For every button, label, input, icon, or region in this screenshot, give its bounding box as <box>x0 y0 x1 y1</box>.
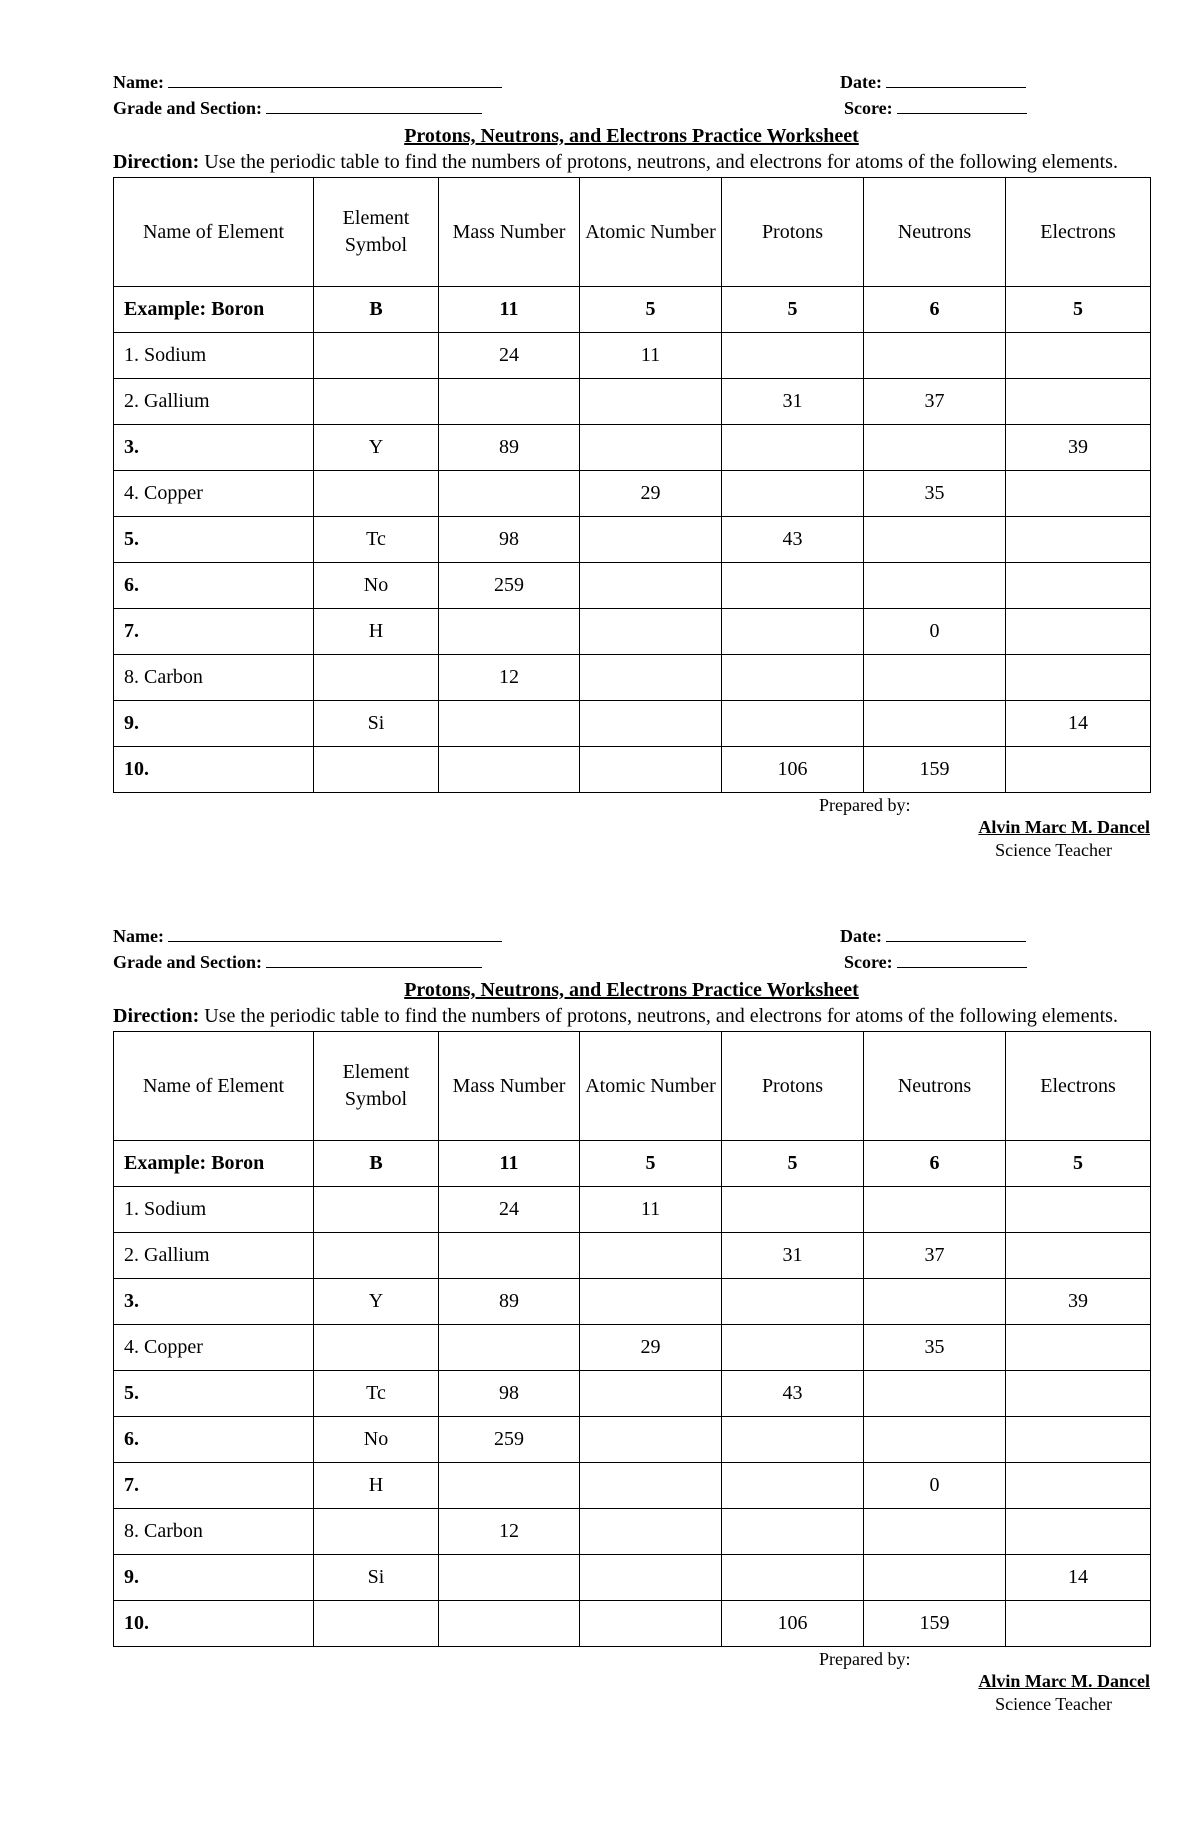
table-cell[interactable] <box>1006 655 1151 701</box>
table-cell[interactable] <box>439 1325 580 1371</box>
date-label: Date: <box>840 72 882 92</box>
table-row <box>114 1187 1151 1233</box>
table-cell[interactable] <box>580 1463 722 1509</box>
table-cell: 6. <box>114 563 314 609</box>
table-cell: 2. Gallium <box>114 379 314 425</box>
teacher-role: Science Teacher <box>995 1694 1112 1714</box>
table-cell: Tc <box>314 517 439 563</box>
column-header: Atomic Number <box>580 1032 722 1141</box>
table-cell[interactable] <box>580 1555 722 1601</box>
date-field[interactable] <box>886 927 1026 942</box>
table-cell[interactable] <box>722 563 864 609</box>
table-cell[interactable] <box>1006 1601 1151 1647</box>
table-cell: 12 <box>439 655 580 701</box>
table-cell: Si <box>314 1555 439 1601</box>
table-row <box>114 609 1151 655</box>
table-row <box>114 1601 1151 1647</box>
table-cell: 24 <box>439 1187 580 1233</box>
table-cell[interactable] <box>314 333 439 379</box>
table-cell: 2. Gallium <box>114 1233 314 1279</box>
name-label: Name: <box>113 72 164 92</box>
table-cell[interactable] <box>1006 517 1151 563</box>
table-row <box>114 517 1151 563</box>
table-cell[interactable] <box>1006 1233 1151 1279</box>
table-cell[interactable] <box>580 655 722 701</box>
prepared-by-block <box>113 793 1150 863</box>
table-cell[interactable] <box>722 471 864 517</box>
table-cell[interactable] <box>864 1371 1006 1417</box>
table-row <box>114 1233 1151 1279</box>
score-field[interactable] <box>897 953 1027 968</box>
prepared-by-label: Prepared by: <box>819 1649 911 1669</box>
table-row <box>114 333 1151 379</box>
table-row <box>114 1463 1151 1509</box>
table-cell[interactable] <box>439 701 580 747</box>
table-cell[interactable] <box>1006 1463 1151 1509</box>
table-cell[interactable] <box>864 1417 1006 1463</box>
table-cell: 3. <box>114 1279 314 1325</box>
table-cell[interactable] <box>864 425 1006 471</box>
table-cell: 29 <box>580 471 722 517</box>
table-cell: 8. Carbon <box>114 655 314 701</box>
table-cell: 31 <box>722 379 864 425</box>
table-cell[interactable] <box>580 701 722 747</box>
prepared-by-label: Prepared by: <box>819 795 911 815</box>
table-cell: 5. <box>114 1371 314 1417</box>
table-cell: 3. <box>114 425 314 471</box>
teacher-name: Alvin Marc M. Dancel <box>978 1671 1150 1691</box>
table-cell: 10. <box>114 747 314 793</box>
column-header: Element Symbol <box>314 1032 439 1141</box>
table-cell: 35 <box>864 471 1006 517</box>
table-row <box>114 655 1151 701</box>
table-cell[interactable] <box>864 517 1006 563</box>
table-cell: 11 <box>439 1141 580 1187</box>
table-cell: 9. <box>114 701 314 747</box>
table-cell: 8. Carbon <box>114 1509 314 1555</box>
column-header: Electrons <box>1006 178 1151 287</box>
table-cell[interactable] <box>722 701 864 747</box>
table-cell: No <box>314 1417 439 1463</box>
table-cell[interactable] <box>439 1555 580 1601</box>
table-cell: 11 <box>580 333 722 379</box>
table-cell: 159 <box>864 1601 1006 1647</box>
table-cell: 98 <box>439 517 580 563</box>
table-cell: 9. <box>114 1555 314 1601</box>
date-field[interactable] <box>886 73 1026 88</box>
table-cell: 5 <box>722 1141 864 1187</box>
table-cell: 6. <box>114 1417 314 1463</box>
table-cell: 31 <box>722 1233 864 1279</box>
direction-label: Direction: <box>113 151 200 173</box>
table-cell[interactable] <box>1006 1371 1151 1417</box>
table-cell: B <box>314 287 439 333</box>
table-cell: Y <box>314 425 439 471</box>
table-cell[interactable] <box>722 425 864 471</box>
elements-table <box>113 177 1151 793</box>
table-row <box>114 1555 1151 1601</box>
table-cell: 43 <box>722 517 864 563</box>
column-header: Name of Element <box>114 1032 314 1141</box>
table-cell: 43 <box>722 1371 864 1417</box>
table-cell[interactable] <box>314 379 439 425</box>
example-row <box>114 1141 1151 1187</box>
table-cell: 5 <box>580 1141 722 1187</box>
direction-label: Direction: <box>113 1005 200 1027</box>
table-cell: 259 <box>439 563 580 609</box>
direction <box>113 149 1150 176</box>
worksheet-title: Protons, Neutrons, and Electrons Practice Worksheet <box>404 125 859 147</box>
table-cell[interactable] <box>439 609 580 655</box>
table-row <box>114 1509 1151 1555</box>
table-row <box>114 1279 1151 1325</box>
table-cell[interactable] <box>439 1601 580 1647</box>
table-cell: 37 <box>864 1233 1006 1279</box>
table-cell: 11 <box>580 1187 722 1233</box>
table-cell: 5 <box>1006 287 1151 333</box>
table-cell[interactable] <box>864 701 1006 747</box>
table-cell: 1. Sodium <box>114 1187 314 1233</box>
worksheet-header <box>113 70 1150 122</box>
table-cell[interactable] <box>722 1325 864 1371</box>
column-header: Neutrons <box>864 178 1006 287</box>
table-cell[interactable] <box>314 1187 439 1233</box>
table-cell[interactable] <box>1006 1509 1151 1555</box>
table-cell: H <box>314 1463 439 1509</box>
worksheet-header <box>113 924 1150 976</box>
table-cell: No <box>314 563 439 609</box>
table-cell[interactable] <box>439 747 580 793</box>
table-cell: 37 <box>864 379 1006 425</box>
table-cell: 39 <box>1006 1279 1151 1325</box>
table-cell: 11 <box>439 287 580 333</box>
table-cell[interactable] <box>314 471 439 517</box>
direction-text: Use the periodic table to find the numbers of protons, neutrons, and electrons for atoms of the following elements. <box>204 151 1118 173</box>
table-cell: 6 <box>864 287 1006 333</box>
table-row <box>114 747 1151 793</box>
column-header: Name of Element <box>114 178 314 287</box>
table-cell: Y <box>314 1279 439 1325</box>
table-cell: 106 <box>722 747 864 793</box>
table-cell[interactable] <box>864 1187 1006 1233</box>
worksheet-1 <box>113 70 1150 863</box>
table-row <box>114 563 1151 609</box>
direction-text: Use the periodic table to find the numbers of protons, neutrons, and electrons for atoms of the following elements. <box>204 1005 1118 1027</box>
direction <box>113 1003 1150 1030</box>
table-cell: 35 <box>864 1325 1006 1371</box>
table-cell[interactable] <box>580 1509 722 1555</box>
table-cell: Si <box>314 701 439 747</box>
name-field[interactable] <box>168 73 502 88</box>
table-cell[interactable] <box>864 563 1006 609</box>
table-cell: 5. <box>114 517 314 563</box>
table-cell[interactable] <box>580 517 722 563</box>
table-cell[interactable] <box>580 563 722 609</box>
table-cell[interactable] <box>722 609 864 655</box>
table-cell: 0 <box>864 609 1006 655</box>
table-cell[interactable] <box>864 1279 1006 1325</box>
table-cell[interactable] <box>1006 609 1151 655</box>
table-cell[interactable] <box>580 1417 722 1463</box>
worksheet-title: Protons, Neutrons, and Electrons Practice Worksheet <box>404 979 859 1001</box>
table-cell: 7. <box>114 609 314 655</box>
table-cell: 29 <box>580 1325 722 1371</box>
table-cell: 0 <box>864 1463 1006 1509</box>
table-cell[interactable] <box>722 655 864 701</box>
table-cell[interactable] <box>722 1555 864 1601</box>
table-cell: 106 <box>722 1601 864 1647</box>
table-cell: 98 <box>439 1371 580 1417</box>
table-cell[interactable] <box>314 655 439 701</box>
table-cell[interactable] <box>580 609 722 655</box>
grade-section-label: Grade and Section: <box>113 952 263 972</box>
elements-table <box>113 1031 1151 1647</box>
table-cell[interactable] <box>580 1601 722 1647</box>
table-cell[interactable] <box>1006 379 1151 425</box>
table-cell: 6 <box>864 1141 1006 1187</box>
score-label: Score: <box>844 952 893 972</box>
table-cell[interactable] <box>1006 747 1151 793</box>
teacher-name: Alvin Marc M. Dancel <box>978 817 1150 837</box>
worksheet-2 <box>113 924 1150 1717</box>
grade-section-field[interactable] <box>266 953 482 968</box>
table-row <box>114 1325 1151 1371</box>
date-label: Date: <box>840 926 882 946</box>
table-cell[interactable] <box>1006 563 1151 609</box>
teacher-role: Science Teacher <box>995 840 1112 860</box>
column-header: Neutrons <box>864 1032 1006 1141</box>
table-cell[interactable] <box>864 655 1006 701</box>
table-cell: 14 <box>1006 701 1151 747</box>
table-cell[interactable] <box>439 1463 580 1509</box>
table-cell: 5 <box>1006 1141 1151 1187</box>
table-cell[interactable] <box>722 1463 864 1509</box>
table-cell[interactable] <box>580 1371 722 1417</box>
table-cell[interactable] <box>1006 1325 1151 1371</box>
table-row <box>114 701 1151 747</box>
table-cell: 89 <box>439 1279 580 1325</box>
name-field[interactable] <box>168 927 502 942</box>
table-cell: 24 <box>439 333 580 379</box>
table-cell[interactable] <box>439 379 580 425</box>
table-cell[interactable] <box>314 1233 439 1279</box>
table-cell: Example: Boron <box>114 287 314 333</box>
column-header: Element Symbol <box>314 178 439 287</box>
table-cell[interactable] <box>722 1279 864 1325</box>
table-cell: 7. <box>114 1463 314 1509</box>
table-cell[interactable] <box>580 1279 722 1325</box>
table-cell[interactable] <box>1006 1417 1151 1463</box>
table-cell[interactable] <box>314 1325 439 1371</box>
column-header: Protons <box>722 178 864 287</box>
table-cell[interactable] <box>439 1233 580 1279</box>
table-cell[interactable] <box>722 333 864 379</box>
table-cell[interactable] <box>314 1601 439 1647</box>
table-row <box>114 1371 1151 1417</box>
table-cell[interactable] <box>722 1417 864 1463</box>
table-cell: B <box>314 1141 439 1187</box>
column-header: Atomic Number <box>580 178 722 287</box>
table-cell: H <box>314 609 439 655</box>
column-header: Mass Number <box>439 178 580 287</box>
table-cell: 259 <box>439 1417 580 1463</box>
table-cell: 89 <box>439 425 580 471</box>
table-cell: Tc <box>314 1371 439 1417</box>
table-cell: 5 <box>722 287 864 333</box>
table-row <box>114 379 1151 425</box>
table-row <box>114 471 1151 517</box>
table-row <box>114 425 1151 471</box>
table-cell: 4. Copper <box>114 471 314 517</box>
column-header: Electrons <box>1006 1032 1151 1141</box>
table-cell[interactable] <box>1006 1187 1151 1233</box>
table-cell: 5 <box>580 287 722 333</box>
table-cell: 14 <box>1006 1555 1151 1601</box>
table-cell[interactable] <box>314 1509 439 1555</box>
table-cell[interactable] <box>314 747 439 793</box>
table-cell[interactable] <box>722 1509 864 1555</box>
table-cell[interactable] <box>439 471 580 517</box>
table-cell[interactable] <box>1006 333 1151 379</box>
table-cell: 1. Sodium <box>114 333 314 379</box>
example-row <box>114 287 1151 333</box>
table-cell: 12 <box>439 1509 580 1555</box>
grade-section-field[interactable] <box>266 99 482 114</box>
grade-section-label: Grade and Section: <box>113 98 263 118</box>
table-cell: 4. Copper <box>114 1325 314 1371</box>
table-cell: 10. <box>114 1601 314 1647</box>
table-cell[interactable] <box>864 1555 1006 1601</box>
table-cell[interactable] <box>580 425 722 471</box>
table-cell: 39 <box>1006 425 1151 471</box>
score-label: Score: <box>844 98 893 118</box>
table-cell[interactable] <box>580 1233 722 1279</box>
name-label: Name: <box>113 926 164 946</box>
table-cell: Example: Boron <box>114 1141 314 1187</box>
table-cell[interactable] <box>580 379 722 425</box>
column-header: Mass Number <box>439 1032 580 1141</box>
column-header: Protons <box>722 1032 864 1141</box>
prepared-by-block <box>113 1647 1150 1717</box>
table-header-row <box>114 178 1151 287</box>
table-cell[interactable] <box>580 747 722 793</box>
table-cell[interactable] <box>864 333 1006 379</box>
score-field[interactable] <box>897 99 1027 114</box>
table-cell[interactable] <box>722 1187 864 1233</box>
table-cell[interactable] <box>864 1509 1006 1555</box>
table-cell: 159 <box>864 747 1006 793</box>
table-header-row <box>114 1032 1151 1141</box>
table-cell[interactable] <box>1006 471 1151 517</box>
table-row <box>114 1417 1151 1463</box>
